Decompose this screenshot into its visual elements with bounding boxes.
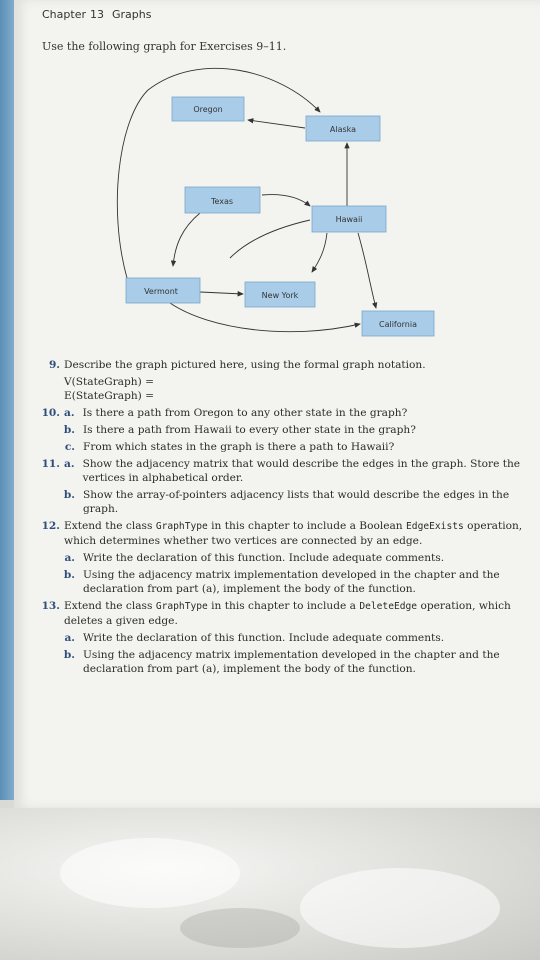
chapter-number: 13	[89, 8, 104, 21]
exercise-list	[20, 358, 530, 679]
exercise-13-number: 13.	[41, 600, 60, 612]
exercise-12-number: 12.	[41, 520, 60, 532]
exercise-9	[20, 358, 530, 372]
node-oregon	[172, 97, 244, 121]
exercise-11-number: 11.	[41, 458, 60, 470]
edge-vermont-newyork	[200, 292, 243, 294]
exercise-13	[20, 599, 530, 628]
exercise-12b-text: Using the adjacency matrix implementation developed in the chapter and the declaration from part (a), implement the body of the function.	[83, 569, 500, 595]
edge-hawaii-newyork	[312, 233, 327, 272]
exercise-10b-label: b.	[63, 424, 75, 436]
node-texas-label: Texas	[210, 197, 234, 206]
exercise-11a-text: Show the adjacency matrix that would describe the edges in the graph. Store the vertices in alphabetical order.	[82, 458, 521, 484]
edge-alaska-oregon	[248, 120, 305, 128]
node-alaska-label: Alaska	[329, 125, 357, 134]
exercise-12	[20, 519, 530, 548]
node-oregon-label: Oregon	[193, 105, 223, 114]
node-california-label: California	[379, 320, 417, 329]
exercise-11b-label: b.	[63, 489, 75, 501]
node-california	[362, 311, 434, 336]
exercise-10b	[20, 423, 530, 437]
exercise-10c	[20, 440, 530, 454]
exercise-11	[20, 457, 530, 485]
exercise-9-e-line: E(StateGraph) =	[64, 390, 155, 402]
node-new-york	[245, 282, 315, 307]
edge-hawaii-california	[358, 233, 376, 308]
exercise-12-text-part1: Extend the class	[64, 520, 153, 532]
edge-texas-hawaii	[262, 195, 310, 206]
exercise-10c-label: c.	[64, 441, 75, 453]
exercise-12-text	[64, 519, 530, 548]
exercise-13-text-part3: operation, which deletes a given edge.	[64, 600, 511, 627]
state-graph-diagram	[0, 0, 540, 360]
exercise-11b-text: Show the array-of-pointers adjacency lists that would describe the edges in the graph.	[83, 489, 510, 515]
node-texas	[185, 187, 260, 213]
exercise-12b	[20, 568, 530, 596]
graph-intro-text: Use the following graph for Exercises 9–11.	[42, 40, 287, 53]
exercise-13b-text: Using the adjacency matrix implementation developed in the chapter and the declaration from part (a), implement the body of the function.	[83, 649, 500, 675]
exercise-12a	[20, 551, 530, 565]
exercise-11b	[20, 488, 530, 516]
fabric-background	[0, 808, 540, 960]
exercise-12-text-part3: operation, which determines whether two vertices are connected by an edge.	[64, 520, 523, 547]
exercise-13-text-part2: in this chapter to include a	[211, 600, 356, 612]
chapter-title: Graphs	[111, 8, 152, 21]
exercise-13-text-part1: Extend the class	[64, 600, 153, 612]
exercise-9-v-line: V(StateGraph) =	[64, 376, 154, 388]
exercise-12b-label: b.	[63, 569, 75, 581]
node-alaska	[306, 116, 380, 141]
exercise-9-text: Describe the graph pictured here, using the formal graph notation.	[64, 359, 426, 371]
edge-newyork-hawaii-arc	[230, 220, 310, 258]
fabric-fold-shadow	[180, 908, 300, 948]
exercise-13b-label: b.	[63, 649, 75, 661]
exercise-13a-text: Write the declaration of this function. Include adequate comments.	[83, 632, 445, 644]
node-hawaii	[312, 206, 386, 232]
exercise-13a	[20, 631, 530, 645]
node-new-york-label: New York	[261, 291, 299, 300]
graphtype-code: GraphType	[155, 521, 208, 532]
chapter-label: Chapter	[42, 8, 86, 21]
exercise-13-text	[64, 599, 530, 628]
exercise-10a-text: Is there a path from Oregon to any other state in the graph?	[82, 407, 408, 419]
exercise-10c-text: From which states in the graph is there a path to Hawaii?	[83, 441, 395, 453]
exercise-12-text-part2: in this chapter to include a Boolean	[211, 520, 403, 532]
exercise-13b	[20, 648, 530, 676]
exercise-12a-label: a.	[64, 552, 75, 564]
node-hawaii-label: Hawaii	[335, 215, 363, 224]
fabric-fold-highlight	[60, 838, 240, 908]
edgeexists-code: EdgeExists	[406, 521, 464, 532]
exercise-11a-label: a.	[64, 458, 75, 470]
node-vermont-label: Vermont	[144, 287, 178, 296]
fabric-fold-highlight	[300, 868, 500, 948]
graphtype-code: GraphType	[155, 601, 208, 612]
exercise-10b-text: Is there a path from Hawaii to every other state in the graph?	[83, 424, 416, 436]
exercise-10	[20, 406, 530, 420]
exercise-10-number: 10.	[41, 407, 60, 419]
edge-texas-vermont	[173, 213, 200, 266]
exercise-10a-label: a.	[64, 407, 75, 419]
node-vermont	[126, 278, 200, 303]
exercise-13a-label: a.	[64, 632, 75, 644]
exercise-12a-text: Write the declaration of this function. Include adequate comments.	[83, 552, 445, 564]
exercise-9-number: 9.	[48, 359, 60, 371]
deleteedge-code: DeleteEdge	[359, 601, 418, 612]
